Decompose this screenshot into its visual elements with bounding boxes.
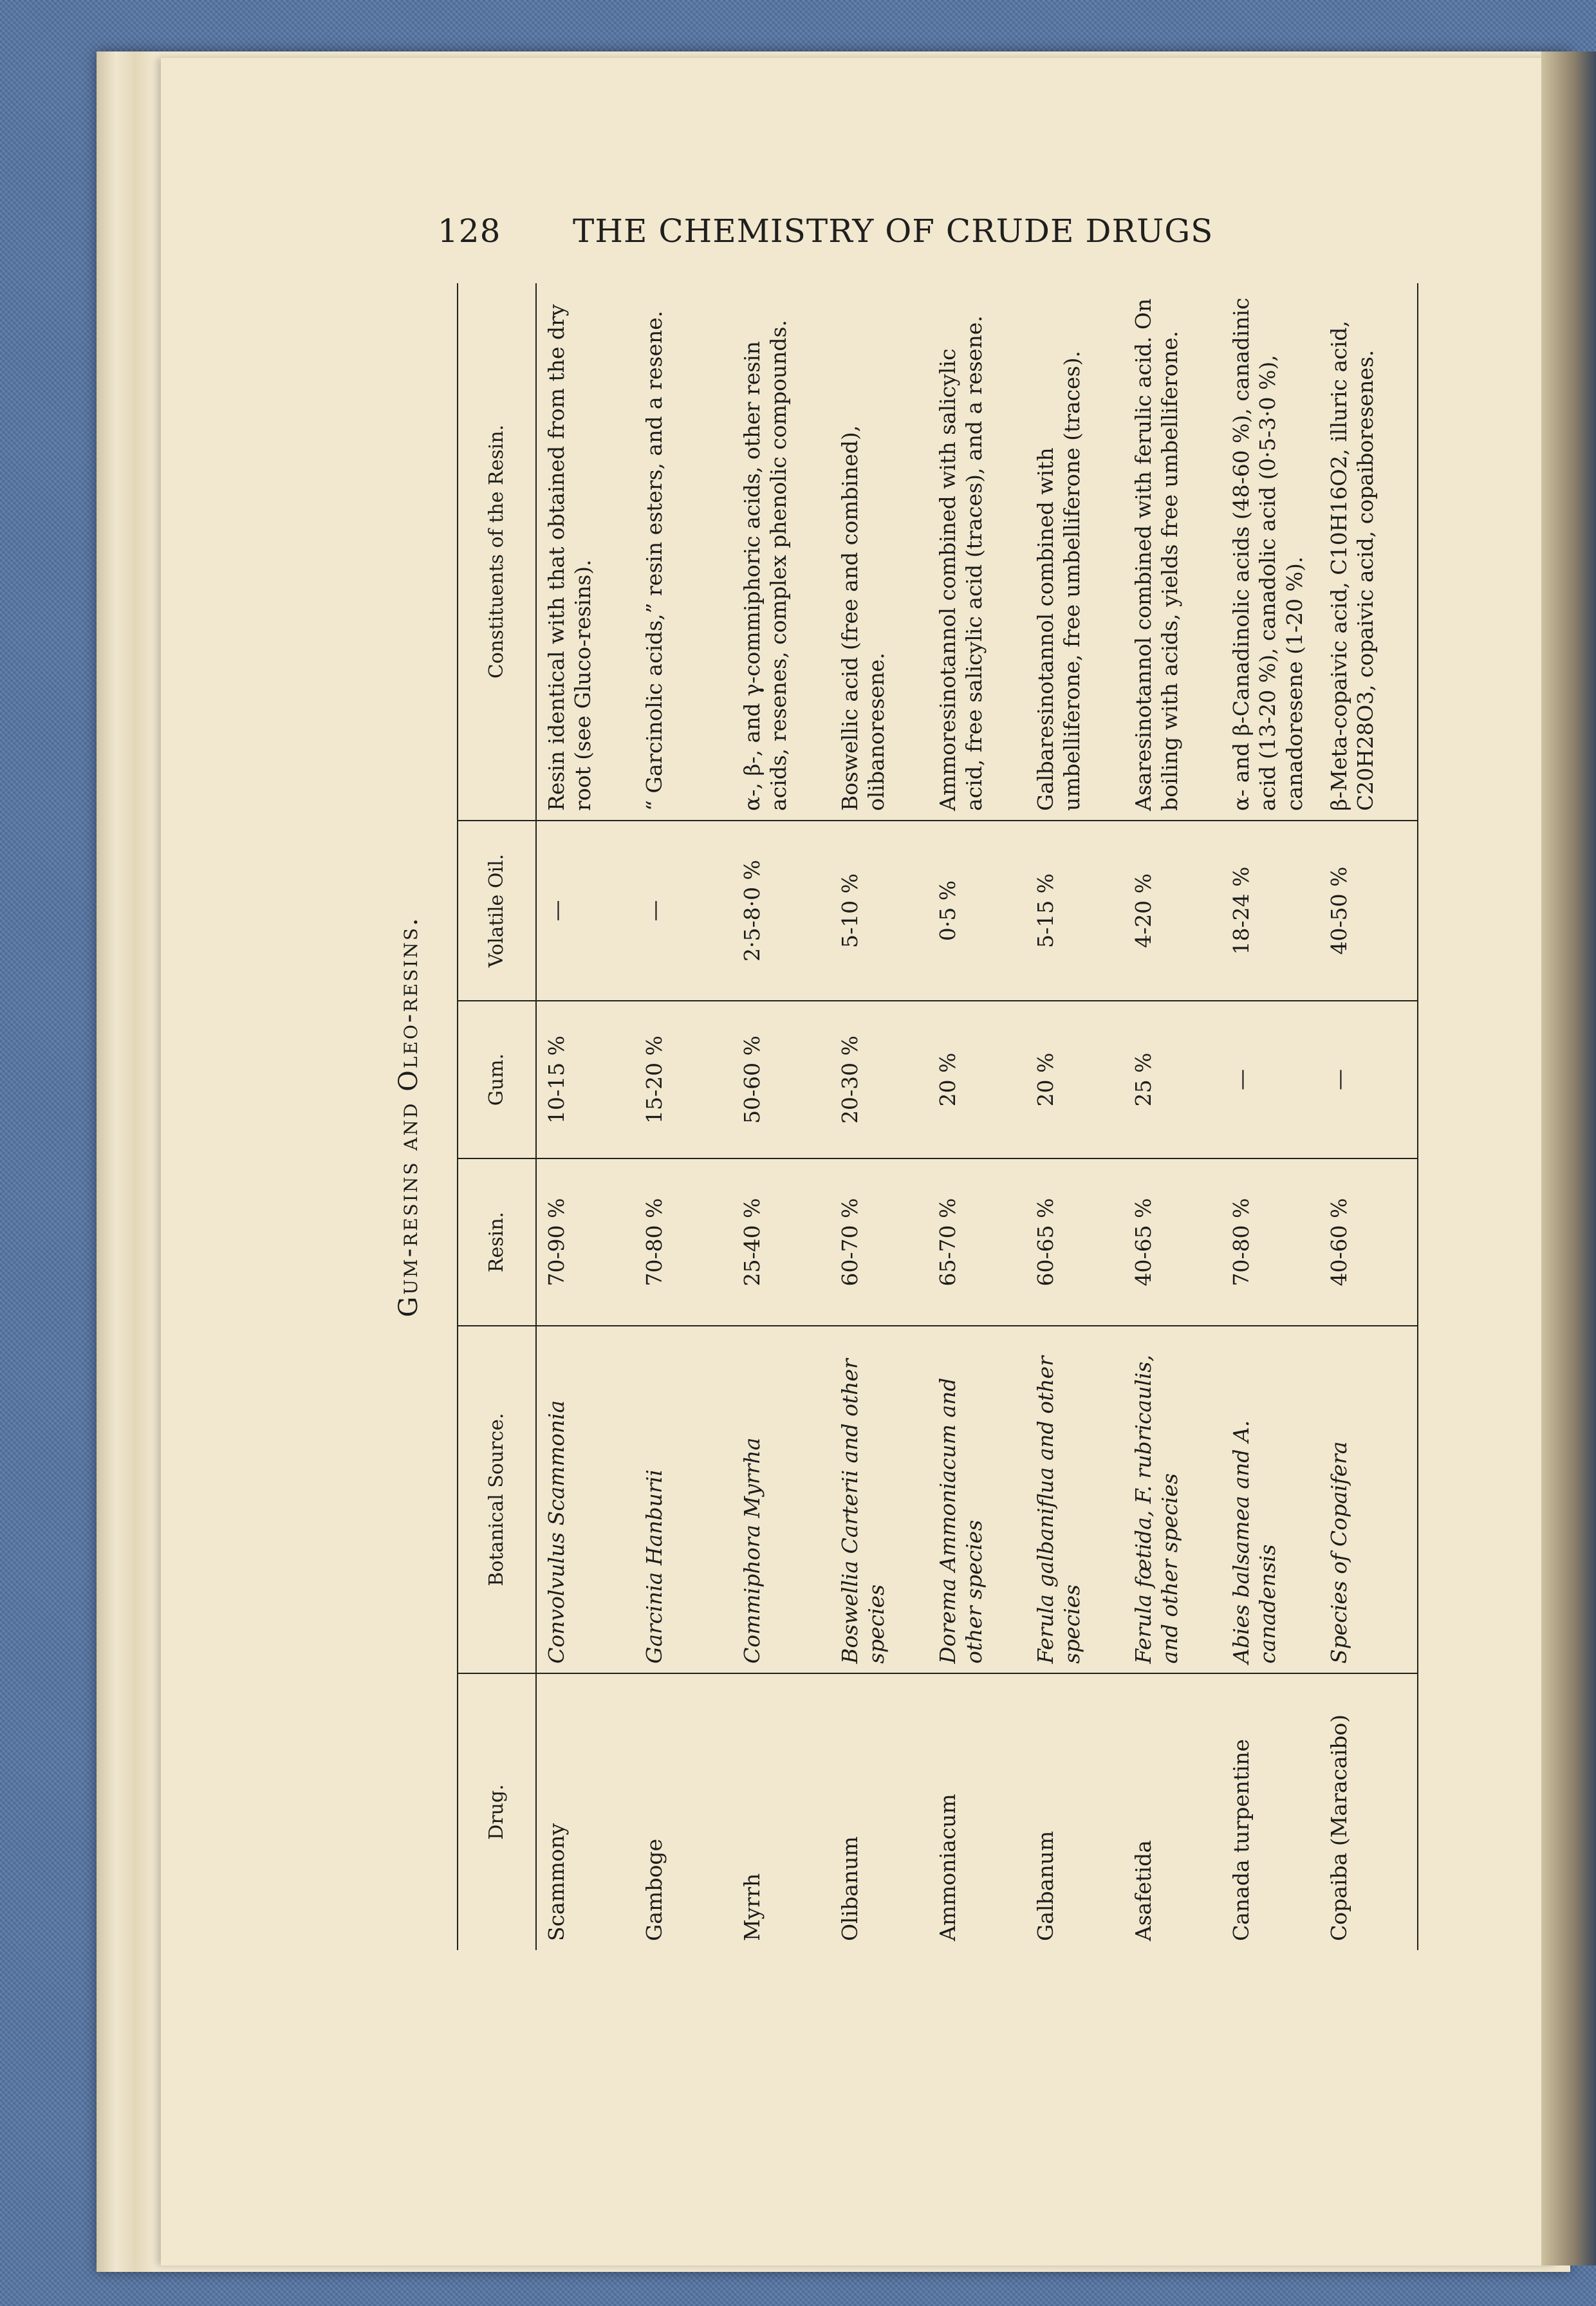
table-row <box>536 283 635 1950</box>
page-gutter <box>1541 51 1596 2265</box>
constituents-cell: Asaresinotannol combined with ferulic acid. On boiling with acids, yields free umbelliferone. <box>1124 283 1221 821</box>
resin-cell: 40-60 % <box>1319 1158 1418 1326</box>
column-header-drug: Drug. <box>458 1673 536 1950</box>
column-header-gum: Gum. <box>458 1001 536 1158</box>
oil-cell: 0·5 % <box>928 821 1026 1001</box>
drug-cell: Olibanum <box>837 1836 862 1941</box>
oil-cell: 5-10 % <box>830 821 928 1001</box>
source-cell: Species of Copaifera <box>1319 1326 1418 1673</box>
constituents-cell: Galbaresinotannol combined with umbelliferone, free umbelliferone (traces). <box>1026 283 1124 821</box>
resin-cell: 40-65 % <box>1124 1158 1221 1326</box>
resin-cell: 70-90 % <box>536 1158 635 1326</box>
oil-cell: 2·5-8·0 % <box>732 821 830 1001</box>
table-row <box>1319 283 1418 1950</box>
gum-cell: — <box>1319 1001 1418 1158</box>
gum-cell: 20 % <box>928 1001 1026 1158</box>
constituents-cell: “ Garcinolic acids,” resin esters, and a resene. <box>635 283 732 821</box>
table-row <box>1124 283 1221 1950</box>
gum-resins-table <box>457 283 1418 1950</box>
gum-cell: 50-60 % <box>732 1001 830 1158</box>
constituents-cell: β-Meta-copaivic acid, C10H16O2, illuric acid, C20H28O3, copaivic acid, copaiboresenes. <box>1319 283 1418 821</box>
oil-cell: 5-15 % <box>1026 821 1124 1001</box>
running-title: THE CHEMISTRY OF CRUDE DRUGS <box>573 212 1214 250</box>
resin-cell: 25-40 % <box>732 1158 830 1326</box>
oil-cell: 18-24 % <box>1221 821 1319 1001</box>
drug-cell: Ammoniacum <box>935 1794 960 1941</box>
table-row <box>1026 283 1124 1950</box>
table-row <box>928 283 1026 1950</box>
running-header <box>438 212 1300 251</box>
source-cell: Convolvulus Scammonia <box>536 1326 635 1673</box>
resin-cell: 70-80 % <box>635 1158 732 1326</box>
source-cell: Boswellia Carterii and other species <box>830 1326 928 1673</box>
rotated-table-block <box>386 283 1378 1950</box>
oil-cell: 40-50 % <box>1319 821 1418 1001</box>
resin-cell: 60-65 % <box>1026 1158 1124 1326</box>
column-header-constituents: Constituents of the Resin. <box>458 283 536 821</box>
gum-cell: — <box>1221 1001 1319 1158</box>
source-cell: Abies balsamea and A. canadensis <box>1221 1326 1319 1673</box>
drug-cell: Myrrh <box>739 1873 765 1941</box>
drug-cell: Scammony <box>544 1823 569 1941</box>
resin-cell: 65-70 % <box>928 1158 1026 1326</box>
oil-cell: — <box>536 821 635 1001</box>
drug-cell: Galbanum <box>1033 1830 1058 1941</box>
table-header-row <box>458 283 536 1950</box>
gum-cell: 25 % <box>1124 1001 1221 1158</box>
constituents-cell: α- and β-Canadinolic acids (48-60 %), canadinic acid (13-20 %), canadolic acid (0·5-3·0 %), canadoresene (1-20 %). <box>1221 283 1319 821</box>
resin-cell: 60-70 % <box>830 1158 928 1326</box>
source-cell: Garcinia Hanburii <box>635 1326 732 1673</box>
constituents-cell: Ammoresinotannol combined with salicylic acid, free salicylic acid (traces), and a resene. <box>928 283 1026 821</box>
oil-cell: — <box>635 821 732 1001</box>
constituents-cell: α-, β-, and γ-commiphoric acids, other resin acids, resenes, complex phenolic compounds. <box>732 283 830 821</box>
gum-cell: 15-20 % <box>635 1001 732 1158</box>
page-number: 128 <box>438 212 501 250</box>
drug-cell: Copaiba (Maracaibo) <box>1319 1673 1418 1950</box>
drug-cell: Asafetida <box>1131 1840 1156 1941</box>
column-header-resin: Resin. <box>458 1158 536 1326</box>
table-row <box>830 283 928 1950</box>
source-cell: Commiphora Myrrha <box>732 1326 830 1673</box>
drug-cell: Canada turpentine <box>1229 1739 1254 1941</box>
gum-cell: 20-30 % <box>830 1001 928 1158</box>
column-header-botanical-source: Botanical Source. <box>458 1326 536 1673</box>
constituents-cell: Boswellic acid (free and combined), olibanoresene. <box>830 283 928 821</box>
column-header-volatile-oil: Volatile Oil. <box>458 821 536 1001</box>
source-cell: Ferula galbaniflua and other species <box>1026 1326 1124 1673</box>
table-row <box>732 283 830 1950</box>
table-caption: Gum-resins and Oleo-resins. <box>394 916 423 1317</box>
gum-cell: 20 % <box>1026 1001 1124 1158</box>
constituents-cell: Resin identical with that obtained from the dry root (see Gluco-resins). <box>536 283 635 821</box>
gum-cell: 10-15 % <box>536 1001 635 1158</box>
source-cell: Ferula fœtida, F. rubricaulis, and other species <box>1124 1326 1221 1673</box>
resin-cell: 70-80 % <box>1221 1158 1319 1326</box>
table-row <box>1221 283 1319 1950</box>
source-cell: Dorema Ammoniacum and other species <box>928 1326 1026 1673</box>
table-row <box>635 283 732 1950</box>
drug-cell: Gamboge <box>642 1839 667 1941</box>
oil-cell: 4-20 % <box>1124 821 1221 1001</box>
